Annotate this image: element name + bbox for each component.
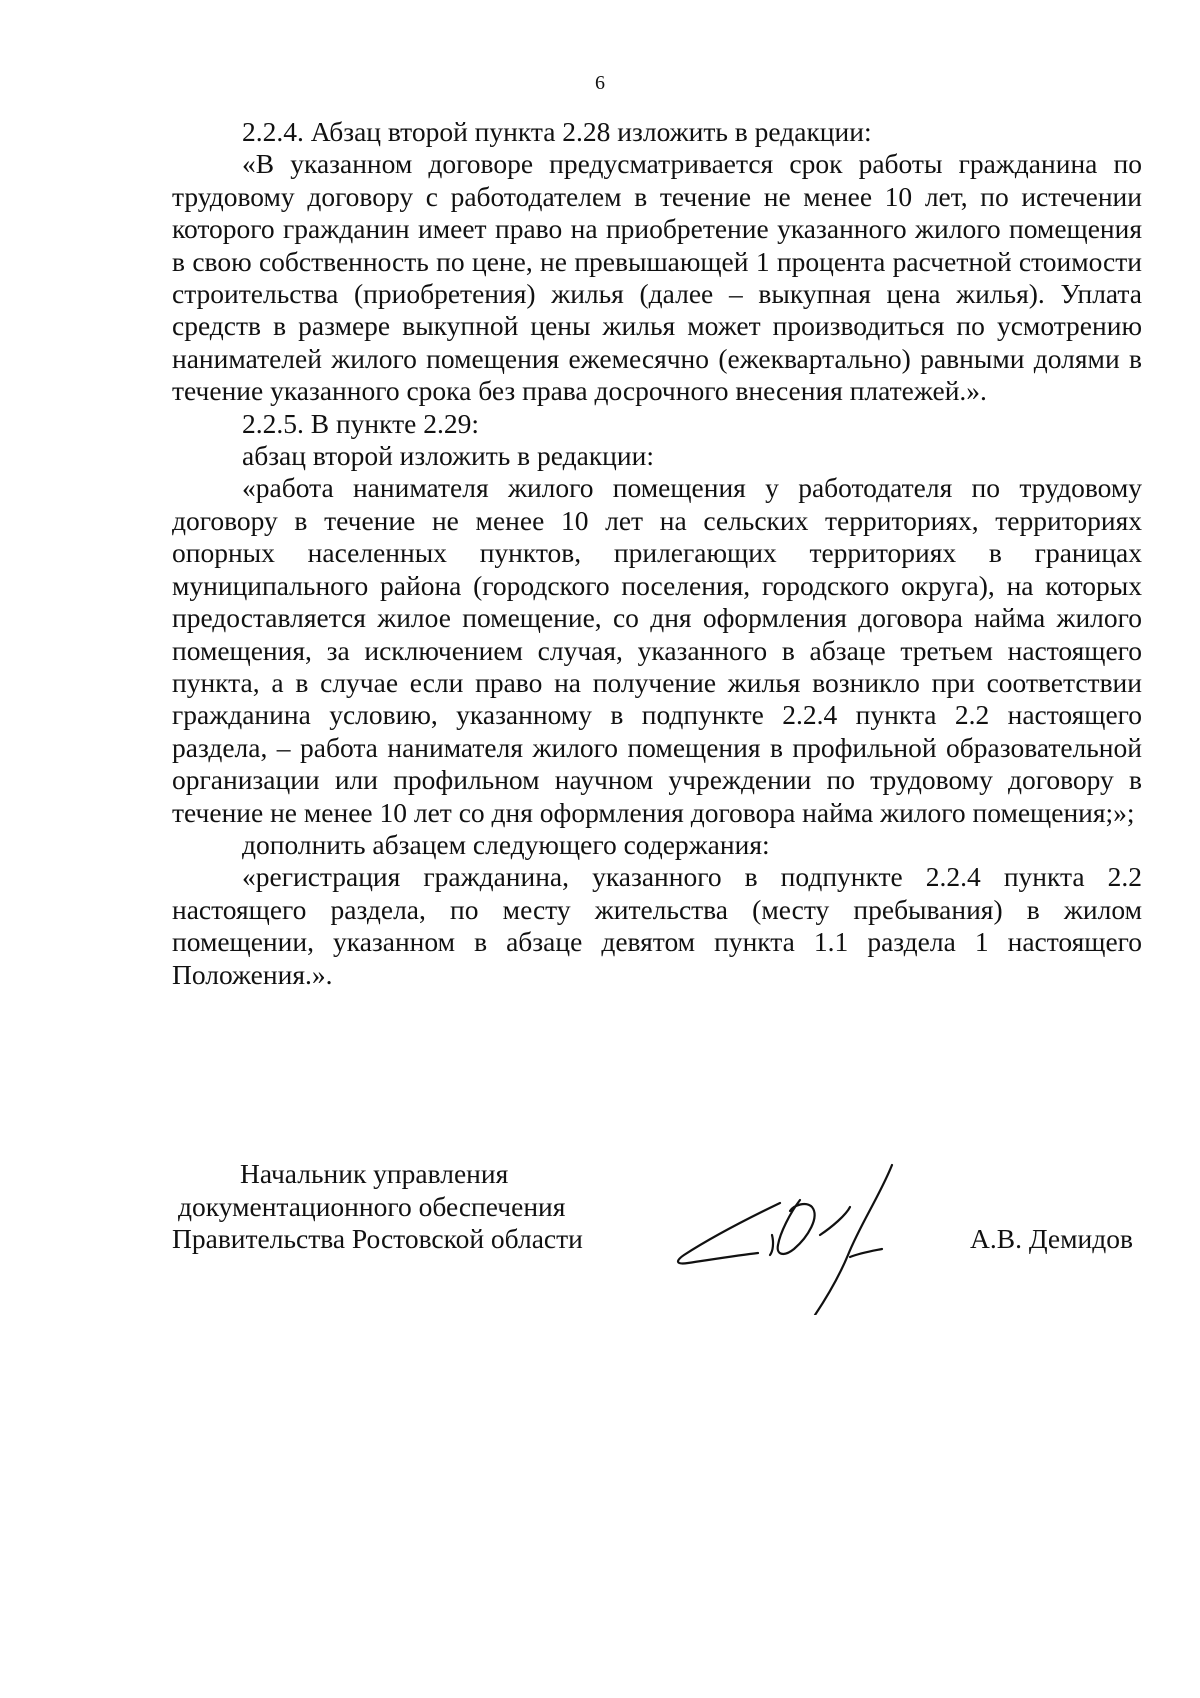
signatory-position bbox=[172, 1158, 583, 1256]
paragraph-addition-text: «регистрация гражданина, указанного в подпункте 2.2.4 пункта 2.2 настоящего раздела, по месту жительства (месту пребывания) в жилом помещении, указанном в абзаце девятом пункта 1.1 раздела 1 настоящего Положения.». bbox=[172, 861, 1142, 990]
signatory-name: А.В. Демидов bbox=[970, 1223, 1133, 1254]
document-body bbox=[172, 116, 1142, 991]
paragraph-2-28-text: «В указанном договоре предусматривается срок работы гражданина по трудовому договору с работодателем в течение не менее 10 лет, по истечении которого гражданин имеет право на приобретение указанного жилого помещения в свою собственность по цене, не превышающей 1 процента расчетной стоимости строительства (приобретения) жилья (далее – выкупная цена жилья). Уплата средств в размере выкупной цены жилья может производиться по усмотрению нанимателей жилого помещения ежемесячно (ежеквартально) равными долями в течение указанного срока без права досрочного внесения платежей.». bbox=[172, 148, 1142, 407]
signatory-position-line: Начальник управления bbox=[240, 1158, 509, 1189]
signatory-position-line: документационного обеспечения bbox=[178, 1190, 566, 1222]
handwritten-signature bbox=[660, 1155, 950, 1315]
paragraph-2-2-5-heading: 2.2.5. В пункте 2.29: bbox=[242, 407, 480, 439]
paragraph-2-2-4-heading: 2.2.4. Абзац второй пункта 2.28 изложить в редакции: bbox=[242, 116, 872, 147]
paragraph-2-29-text: «работа нанимателя жилого помещения у работодателя по трудовому договору в течение не менее 10 лет на сельских территориях, территориях опорных населенных пунктов, прилегающих территориях в границах муниципального района (городского поселения, городского округа), на которых предоставляется жилое помещение, со дня оформления договора найма жилого помещения, за исключением случая, указанного в абзаце третьем настоящего пункта, а в случае если право на получение жилья возникло при соответствии гражданина условию, указанному в подпункте 2.2.4 пункта 2.2 настоящего раздела, – работа нанимателя жилого помещения в профильной образовательной организации или профильном научном учреждении по трудовому договору в течение не менее 10 лет со дня оформления договора найма жилого помещения;»; bbox=[172, 472, 1142, 828]
paragraph-instruction-1: абзац второй изложить в редакции: bbox=[242, 440, 654, 472]
page-number: 6 bbox=[595, 72, 605, 94]
signatory-position-line: Правительства Ростовской области bbox=[172, 1223, 583, 1254]
paragraph-instruction-2: дополнить абзацем следующего содержания: bbox=[242, 828, 770, 860]
